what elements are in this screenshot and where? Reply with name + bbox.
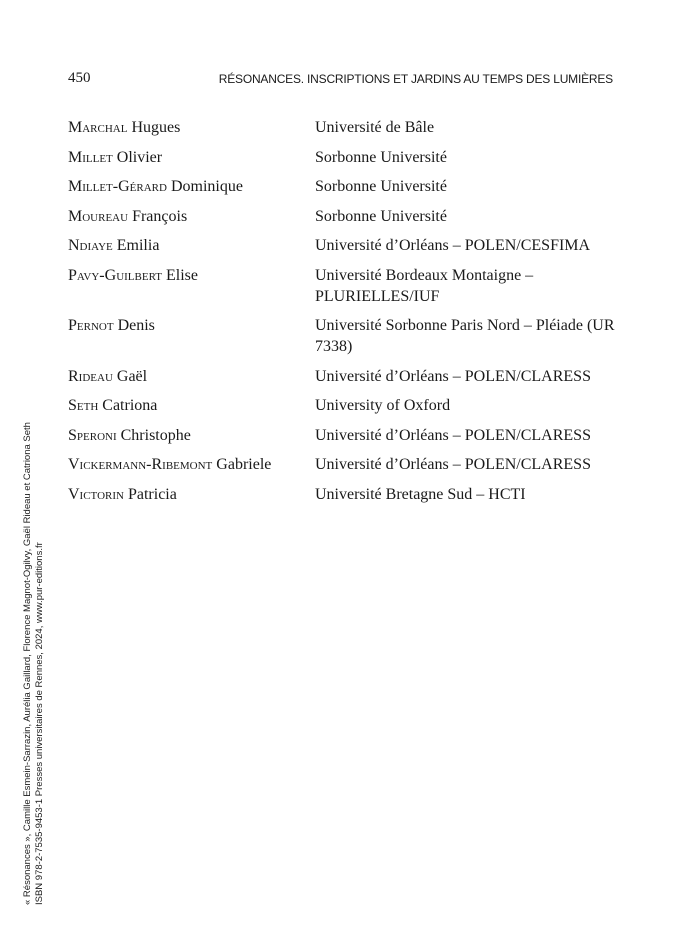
contributor-firstname: Elise <box>165 266 198 284</box>
contributor-row <box>68 235 628 256</box>
contributor-name <box>68 366 315 387</box>
contributor-row <box>68 315 628 357</box>
contributor-affiliation: Université Sorbonne Paris Nord – Pléiade (UR 7338) <box>315 317 615 355</box>
contributor-name <box>68 425 315 446</box>
contributor-name <box>68 176 315 197</box>
contributor-firstname: Hugues <box>131 119 181 136</box>
contributor-row <box>68 484 628 505</box>
contributor-affiliation: Université d’Orléans – POLEN/CLARESS <box>315 456 591 473</box>
contributor-list <box>68 117 628 513</box>
contributor-name <box>68 484 315 505</box>
contributor-affiliation: Université Bretagne Sud – HCTI <box>315 485 526 503</box>
contributor-name <box>68 315 315 336</box>
contributor-affiliation: Sorbonne Université <box>315 148 447 166</box>
page-header <box>68 70 613 92</box>
contributor-surname: Speroni <box>68 426 117 444</box>
contributor-surname: Millet <box>68 148 113 166</box>
contributor-name <box>68 395 315 416</box>
contributor-name <box>68 265 315 286</box>
contributor-firstname: Catriona <box>102 397 158 414</box>
contributor-affiliation: Sorbonne Université <box>315 178 447 195</box>
contributor-firstname: François <box>132 207 188 225</box>
contributor-name <box>68 235 315 256</box>
contributor-row <box>68 454 628 475</box>
contributor-firstname: Emilia <box>116 237 160 254</box>
contributor-surname: Moureau <box>68 207 129 225</box>
contributor-surname: Pernot <box>68 317 114 334</box>
contributor-row <box>68 425 628 446</box>
contributor-name <box>68 117 315 138</box>
contributor-firstname: Patricia <box>127 485 177 503</box>
contributor-row <box>68 395 628 416</box>
side-credit-line: ISBN 978-2-7535-9453-1 Presses universitaires de Rennes, 2024, www.pur-editions.fr <box>34 542 45 905</box>
contributor-firstname: Olivier <box>116 148 163 166</box>
contributor-surname: Seth <box>68 397 99 414</box>
contributor-surname: Victorin <box>68 485 124 503</box>
contributor-affiliation: Université de Bâle <box>315 119 435 136</box>
contributor-name <box>68 147 315 168</box>
contributor-name <box>68 454 315 475</box>
contributor-row <box>68 176 628 197</box>
contributor-surname: Pavy-Guilbert <box>68 266 162 284</box>
contributor-surname: Millet-Gérard <box>68 178 167 195</box>
contributor-row <box>68 265 628 307</box>
contributor-surname: Ndiaye <box>68 237 113 254</box>
contributor-firstname: Dominique <box>170 178 243 195</box>
contributor-firstname: Christophe <box>120 426 191 444</box>
contributor-surname: Vickermann-Ribemont <box>68 456 213 473</box>
contributor-row <box>68 206 628 227</box>
contributor-affiliation: Sorbonne Université <box>315 207 447 225</box>
page-number: 450 <box>68 70 91 86</box>
contributor-affiliation: University of Oxford <box>315 397 451 414</box>
running-title: RÉSONANCES. INSCRIPTIONS ET JARDINS AU TEMPS DES LUMIÈRES <box>218 72 613 86</box>
side-credit <box>22 422 46 905</box>
contributor-name <box>68 206 315 227</box>
contributor-surname: Rideau <box>68 367 113 385</box>
contributor-affiliation: Université d’Orléans – POLEN/CLARESS <box>315 426 591 444</box>
contributor-affiliation: Université Bordeaux Montaigne – PLURIELLES/IUF <box>315 266 534 305</box>
contributor-surname: Marchal <box>68 119 128 136</box>
contributor-affiliation: Université d’Orléans – POLEN/CLARESS <box>315 367 591 385</box>
side-credit-line: « Résonances », Camille Esmein-Sarrazin, Aurélia Gaillard, Florence Magnot-Ogilvy, Gaël Rideau et Catriona Seth <box>22 422 33 905</box>
contributor-row <box>68 366 628 387</box>
contributor-firstname: Gaël <box>116 367 148 385</box>
contributor-affiliation: Université d’Orléans – POLEN/CESFIMA <box>315 237 591 254</box>
contributor-row <box>68 117 628 138</box>
contributor-firstname: Denis <box>117 317 155 334</box>
contributor-row <box>68 147 628 168</box>
contributor-firstname: Gabriele <box>216 456 272 473</box>
